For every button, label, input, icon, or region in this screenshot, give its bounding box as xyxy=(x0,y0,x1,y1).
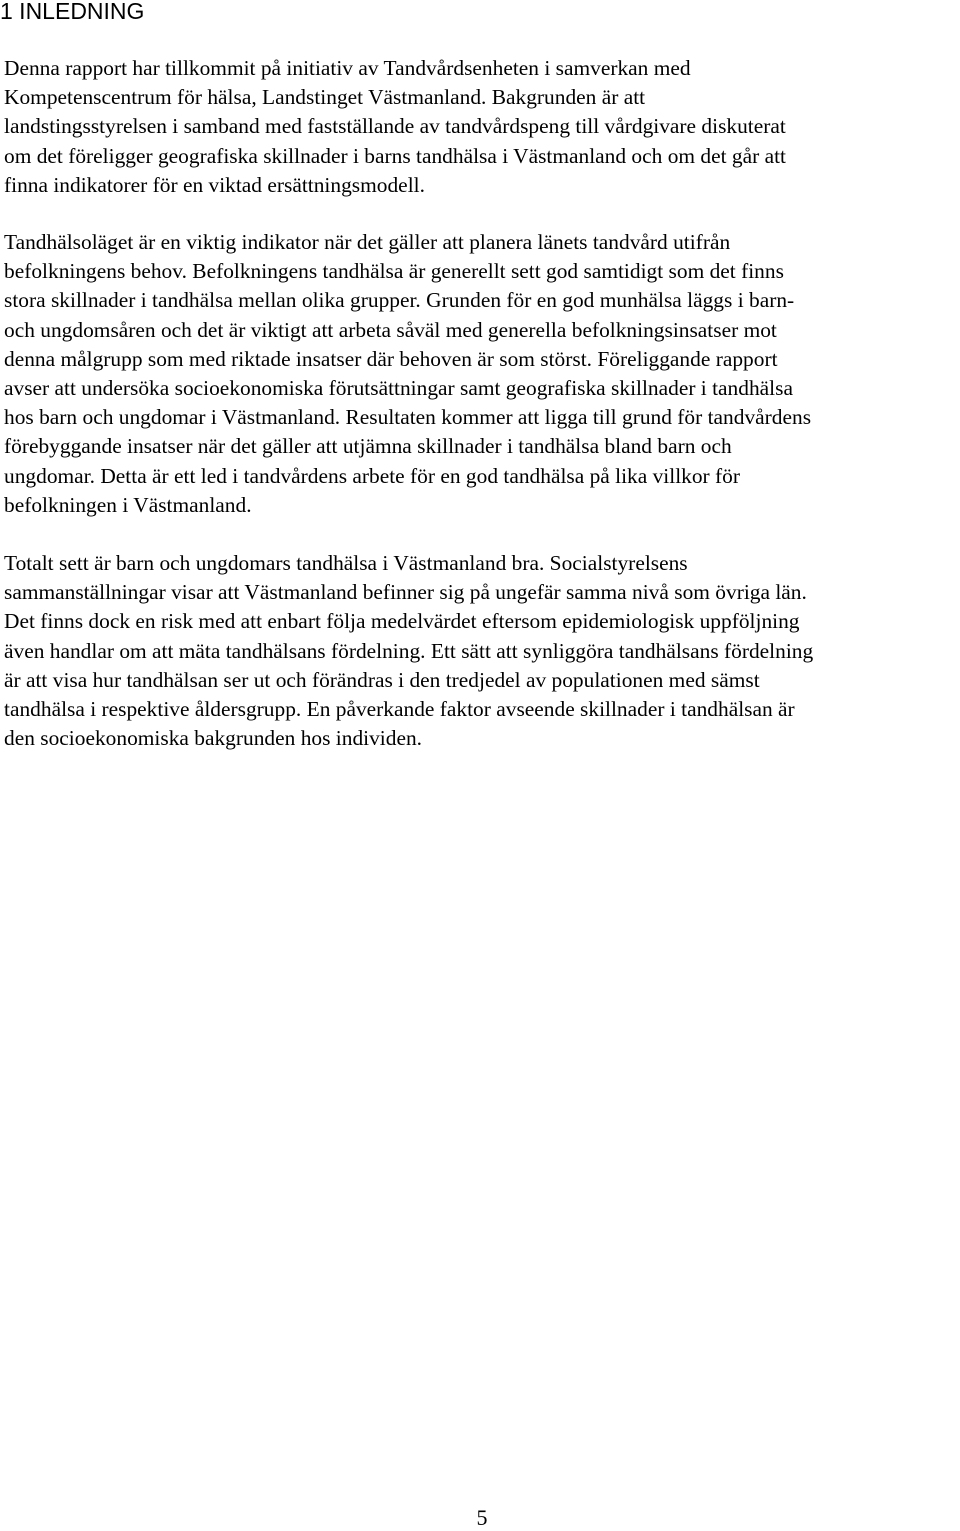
text-line: finna indikatorer för en viktad ersättningsmodell. xyxy=(4,172,425,197)
text-line: befolkningen i Västmanland. xyxy=(4,492,252,517)
paragraph-background xyxy=(4,54,960,200)
text-line: hos barn och ungdomar i Västmanland. Resultaten kommer att ligga till grund för tandvårdens xyxy=(4,405,812,430)
page-number: 5 xyxy=(476,1505,488,1530)
text-line: tandhälsa i respektive åldersgrupp. En påverkande faktor avseende skillnader i tandhälsan är xyxy=(4,697,795,722)
text-line: Totalt sett är barn och ungdomars tandhälsa i Västmanland bra. Socialstyrelsens xyxy=(4,551,688,575)
text-line: Denna rapport har tillkommit på initiativ av Tandvårdsenheten i samverkan med xyxy=(4,56,691,80)
text-line: om det föreligger geografiska skillnader i barns tandhälsa i Västmanland och om det går att xyxy=(4,143,787,168)
text-line: avser att undersöka socioekonomiska förutsättningar samt geografiska skillnader i tandhälsa xyxy=(4,376,793,401)
text-line: Kompetenscentrum för hälsa, Landstinget Västmanland. Bakgrunden är att xyxy=(4,85,646,110)
text-line: den socioekonomiska bakgrunden hos individen. xyxy=(4,726,423,751)
text-line: denna målgrupp som med riktade insatser där behoven är som störst. Föreliggande rapport xyxy=(4,346,778,371)
paragraph-dental-health-status xyxy=(4,228,960,520)
text-line: även handlar om att mäta tandhälsans fördelning. Ett sätt att synliggöra tandhälsans fördelning xyxy=(4,638,814,663)
text-line: landstingsstyrelsen i samband med fastställande av tandvårdspeng till vårdgivare diskuterat xyxy=(4,114,786,139)
text-line: sammanställningar visar att Västmanland befinner sig på ungefär samma nivå som övriga län. xyxy=(4,580,807,605)
text-line: stora skillnader i tandhälsa mellan olika grupper. Grunden för en god munhälsa läggs i barn- xyxy=(4,288,795,313)
text-line: och ungdomsåren och det är viktigt att arbeta såväl med generella befolkningsinsatser mot xyxy=(4,317,777,342)
text-line: Tandhälsoläget är en viktig indikator när det gäller att planera länets tandvård utifrån xyxy=(4,230,731,254)
text-line: förebyggande insatser när det gäller att utjämna skillnader i tandhälsa bland barn och xyxy=(4,434,732,459)
text-line: befolkningens behov. Befolkningens tandhälsa är generellt sett god samtidigt som det finns xyxy=(4,259,784,284)
section-heading: 1 INLEDNING xyxy=(0,0,145,24)
text-line: Det finns dock en risk med att enbart följa medelvärdet eftersom epidemiologisk uppföljning xyxy=(4,609,800,634)
text-line: ungdomar. Detta är ett led i tandvårdens arbete för en god tandhälsa på lika villkor för xyxy=(4,463,741,488)
paragraph-summary xyxy=(4,549,960,753)
text-line: är att visa hur tandhälsan ser ut och förändras i den tredjedel av populationen med sämst xyxy=(4,667,760,692)
